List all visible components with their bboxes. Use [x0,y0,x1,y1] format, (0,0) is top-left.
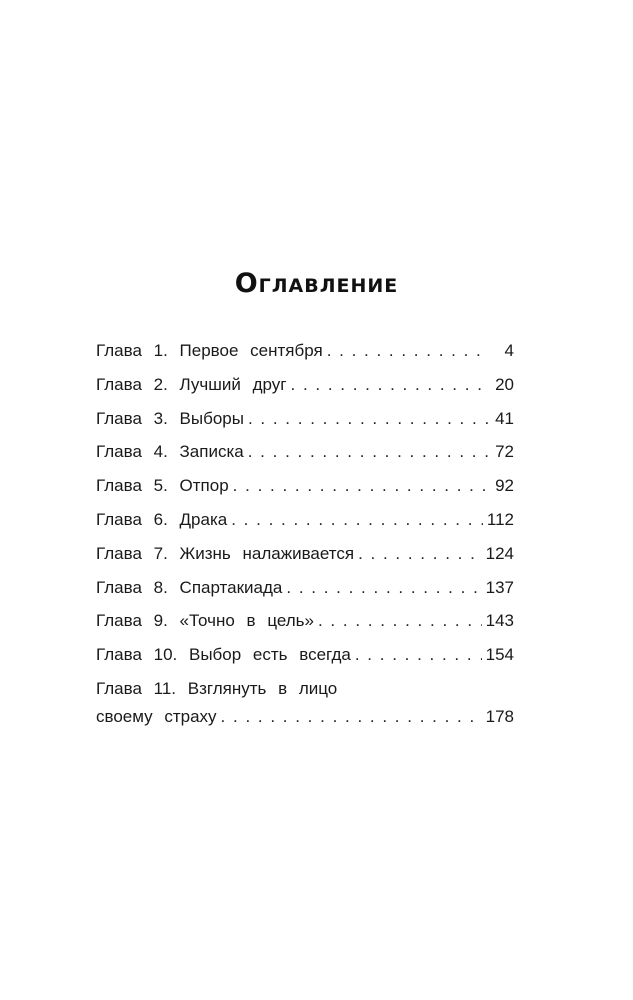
dot-leader [355,641,482,669]
toc-entry[interactable] [96,607,514,635]
dot-leader [248,438,490,466]
dot-leader [233,472,490,500]
toc-entry[interactable] [96,675,514,731]
toc-entry[interactable] [96,540,514,568]
toc-entry-label: Глава 1. Первое сентября [96,341,323,360]
toc-entry[interactable] [96,506,514,534]
toc-entry-label: Глава 5. Отпор [96,476,229,496]
toc-entry-page: 154 [485,645,514,665]
dot-leader [318,607,482,635]
toc-entry-label: Глава 3. Выборы [96,408,244,428]
dot-leader [327,337,490,365]
dot-leader [248,405,490,433]
toc-entry-page: 137 [485,577,514,597]
toc-entry-label: Глава 9. «Точно в цель» [96,611,314,631]
toc-entry-label: Глава 7. Жизнь налаживается [96,543,355,563]
toc-entry-label: Глава 2. Лучший друг [96,374,287,394]
table-of-contents [96,337,514,737]
toc-entry-label: Глава 10. Выбор есть всегда [96,645,351,665]
toc-entry-label: Глава 8. Спартакиада [96,577,283,597]
toc-entry-label: Глава 4. Записка [96,442,244,462]
dot-leader [231,506,483,534]
toc-entry-page: 124 [485,543,514,563]
toc-entry-label-line2: своему страху [96,706,217,726]
toc-entry[interactable] [96,371,514,399]
toc-entry-page: 178 [485,706,514,726]
dot-leader [291,371,491,399]
toc-entry-page: 20 [495,374,514,394]
toc-entry[interactable] [96,337,514,365]
toc-entry-page: 41 [495,408,514,428]
toc-entry-page: 143 [485,611,514,631]
toc-entry-page: 92 [495,476,514,496]
toc-entry[interactable] [96,472,514,500]
toc-entry-page: 72 [495,442,514,462]
toc-entry-page: 112 [486,509,514,529]
dot-leader [221,703,482,731]
toc-entry-label-line1: Глава 11. Взглянуть в лицо [96,678,338,698]
dot-leader [358,540,482,568]
toc-entry[interactable] [96,641,514,669]
toc-entry-page: 4 [504,341,514,360]
toc-entry[interactable] [96,405,514,433]
page-title: Оглавление [234,268,399,299]
toc-entry[interactable] [96,574,514,602]
dot-leader [286,574,481,602]
toc-entry-label: Глава 6. Драка [96,509,228,529]
toc-entry[interactable] [96,438,514,466]
